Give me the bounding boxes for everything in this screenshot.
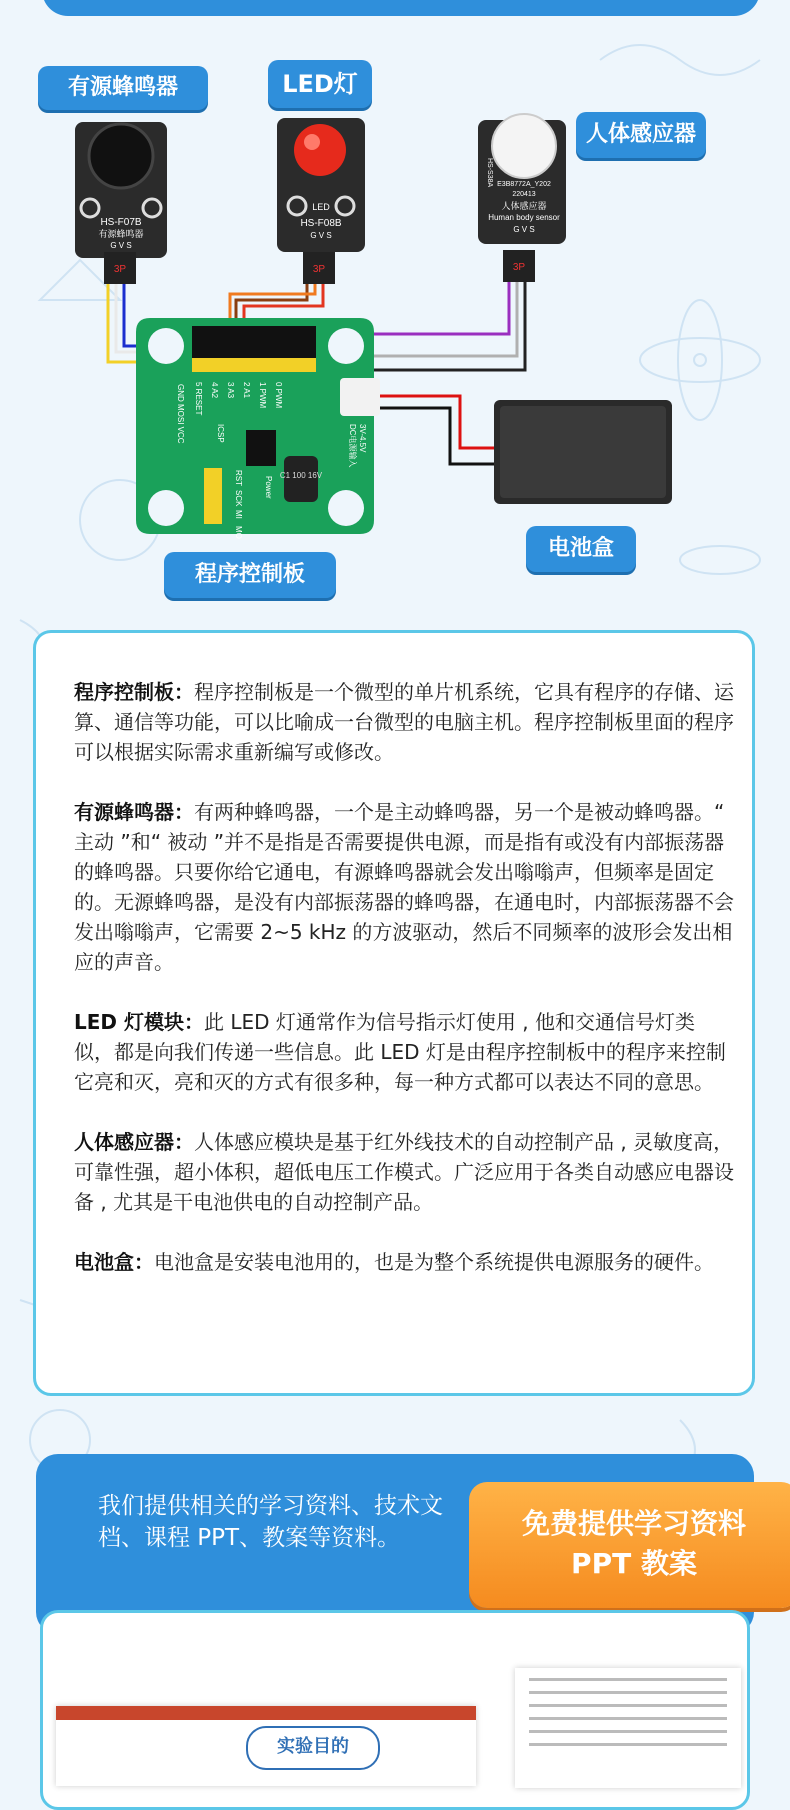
led-model-text: HS-F08B bbox=[300, 218, 342, 229]
desc-led bbox=[74, 1007, 734, 1097]
button-line-1: 免费提供学习资料 bbox=[521, 1507, 746, 1540]
description-card bbox=[33, 630, 755, 1396]
buzzer-label: 有源蜂鸣器 bbox=[38, 66, 208, 110]
ppt-preview bbox=[56, 1706, 476, 1786]
wire-battery-plus bbox=[380, 396, 495, 448]
sensor-en-text: Human body sensor bbox=[488, 213, 560, 222]
human-sensor-label: 人体感应器 bbox=[576, 112, 706, 158]
pin-label-3: 2 A1 bbox=[242, 382, 251, 399]
voltage-label: 3V-4.5V bbox=[358, 424, 367, 453]
desc-buzzer bbox=[74, 797, 734, 977]
board-cap-text: C1 100 16V bbox=[279, 471, 323, 480]
desc-board bbox=[74, 677, 734, 767]
icsp-label: ICSP bbox=[216, 424, 225, 443]
buzzer-name-text: 有源蜂鸣器 bbox=[98, 230, 144, 240]
banner-text: 我们提供相关的学习资料、技术文档、课程 PPT、教案等资料。 bbox=[98, 1493, 443, 1551]
pin-label-0: 5 RESET bbox=[194, 382, 203, 416]
sensor-date-text: 220413 bbox=[512, 191, 536, 198]
pin-label-2: 3 A3 bbox=[226, 382, 235, 399]
power-label: Power bbox=[264, 476, 273, 499]
description-list bbox=[74, 677, 734, 1307]
desc-led-body: 此 LED 灯通常作为信号指示灯使用 , 他和交通信号灯类似，都是向我们传递一些信息。此 LED 灯是由程序控制板中的程序来控制它亮和灭，亮和灭的方式有很多种，每一种方式都可以表达不同的意思。 bbox=[74, 1010, 726, 1094]
buzzer-module bbox=[75, 122, 167, 284]
led-pins-text: G V S bbox=[310, 231, 332, 240]
led-module bbox=[277, 118, 365, 284]
desc-led-title: LED 灯模块： bbox=[74, 1010, 204, 1034]
desc-sensor-title: 人体感应器： bbox=[74, 1130, 194, 1154]
dc-input-label: DC电源输入 bbox=[348, 424, 357, 468]
document-preview bbox=[515, 1668, 741, 1788]
led-connector-text: 3P bbox=[312, 264, 326, 275]
free-resources-button[interactable] bbox=[469, 1482, 790, 1608]
desc-buzzer-body: 有两种蜂鸣器，一个是主动蜂鸣器，另一个是被动蜂鸣器。“ 主动 ”和“ 被动 ”并不是指是否需要提供电源，而是指有或没有内部振荡器的蜂鸣器。只要你给它通电，有源蜂鸣器就会发出嗡嗡声，但频率是固定的。无源蜂鸣器，是没有内部振荡器的蜂鸣器，在通电时，内部振荡器不会发出嗡嗡声，它需要 2~5 kHz 的方波驱动，然后不同频率的波形会发出相应的声音。 bbox=[74, 800, 734, 974]
side-label: GND MOSI VCC bbox=[176, 384, 185, 444]
ppt-title: 实验目的 bbox=[246, 1726, 380, 1770]
desc-board-title: 程序控制板： bbox=[74, 680, 194, 704]
desc-battery-title: 电池盒： bbox=[74, 1250, 154, 1274]
icsp-pin-1: SCK bbox=[234, 490, 243, 507]
sensor-connector-text: 3P bbox=[512, 262, 526, 273]
buzzer-connector-text: 3P bbox=[113, 264, 127, 275]
led-label: LED灯 bbox=[268, 60, 372, 108]
desc-buzzer-title: 有源蜂鸣器： bbox=[74, 800, 194, 824]
ppt-toolbar bbox=[56, 1706, 476, 1720]
icsp-pin-0: RST bbox=[234, 470, 243, 486]
button-line-2: PPT 教案 bbox=[571, 1547, 697, 1580]
battery-box bbox=[494, 400, 672, 504]
buzzer-pins-text: G V S bbox=[110, 241, 132, 250]
desc-sensor bbox=[74, 1127, 734, 1217]
desc-sensor-body: 人体感应模块是基于红外线技术的自动控制产品 , 灵敏度高，可靠性强，超小体积，超低电压工作模式。广泛应用于各类自动感应电器设备 , 尤其是干电池供电的自动控制产品。 bbox=[74, 1130, 734, 1214]
wire-battery-minus bbox=[380, 408, 495, 464]
buzzer-model-text: HS-F07B bbox=[100, 217, 142, 228]
pin-label-4: 1 PWM bbox=[258, 382, 267, 409]
sensor-pins-text: G V S bbox=[513, 225, 535, 234]
control-board bbox=[136, 318, 380, 539]
desc-battery bbox=[74, 1247, 734, 1277]
sensor-code-text: E3B8772A_Y202 bbox=[497, 181, 551, 188]
human-sensor-module bbox=[478, 114, 566, 282]
desc-board-body: 程序控制板是一个微型的单片机系统，它具有程序的存储、运算、通信等功能，可以比喻成一台微型的电脑主机。程序控制板里面的程序可以根据实际需求重新编写或修改。 bbox=[74, 680, 734, 764]
icsp-pin-2: MI bbox=[234, 510, 243, 519]
pin-label-5: 0 PWM bbox=[274, 382, 283, 409]
board-label: 程序控制板 bbox=[164, 552, 336, 598]
battery-label: 电池盒 bbox=[526, 526, 636, 572]
led-label-text: LED bbox=[312, 202, 330, 212]
sensor-model-text: HS-S38A bbox=[486, 158, 493, 188]
desc-battery-body: 电池盒是安装电池用的，也是为整个系统提供电源服务的硬件。 bbox=[154, 1250, 714, 1274]
icsp-pin-3: MO bbox=[234, 526, 243, 539]
sensor-name-text: 人体感应器 bbox=[501, 202, 547, 212]
pin-label-1: 4 A2 bbox=[210, 382, 219, 399]
